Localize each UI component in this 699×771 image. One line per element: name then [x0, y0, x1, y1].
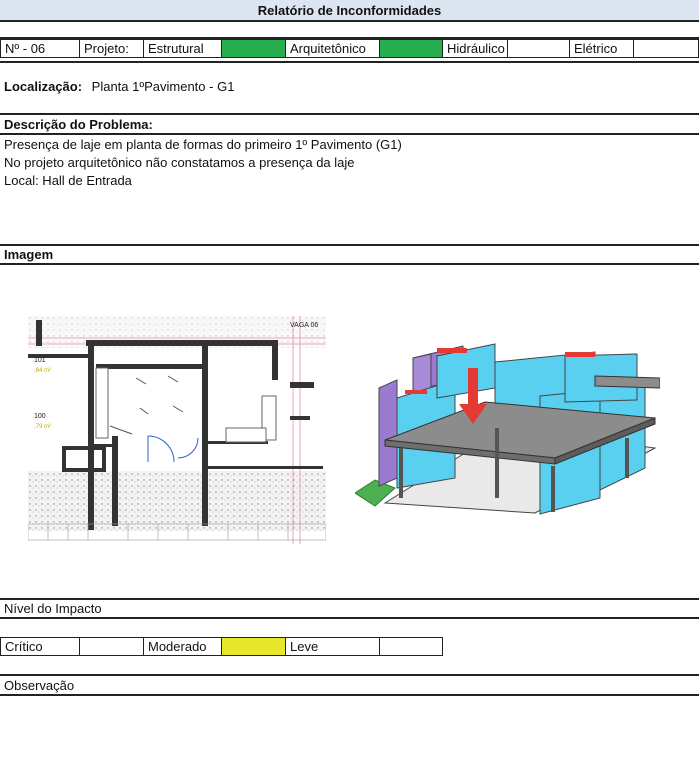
check-critico	[80, 637, 144, 656]
observation-heading: Observação	[4, 678, 75, 693]
check-estrutural	[222, 39, 286, 58]
description-line: Local: Hall de Entrada	[4, 173, 132, 188]
description-heading: Descrição do Problema:	[4, 117, 153, 132]
divider	[0, 113, 699, 115]
plan-label-room-101: 101	[34, 357, 46, 364]
discipline-eletrico: Elétrico	[570, 39, 634, 58]
plan-label-area-101: ,64 m²	[34, 368, 52, 374]
divider	[0, 617, 699, 619]
check-arquitetonico	[380, 39, 443, 58]
divider	[0, 598, 699, 600]
check-moderado	[222, 637, 286, 656]
discipline-estrutural: Estrutural	[144, 39, 222, 58]
divider	[0, 694, 699, 696]
discipline-arquitetonico: Arquitetônico	[286, 39, 380, 58]
divider	[0, 61, 699, 63]
3d-model-image	[355, 318, 660, 518]
impact-critico: Crítico	[0, 637, 80, 656]
divider	[0, 263, 699, 265]
info-row	[0, 39, 699, 58]
impact-row	[0, 637, 443, 656]
description-line: No projeto arquitetônico não constatamos a presença da laje	[4, 155, 355, 170]
impact-heading: Nível do Impacto	[4, 601, 102, 616]
location-value: Planta 1ºPavimento - G1	[91, 79, 235, 94]
report-number: Nº - 06	[0, 39, 80, 58]
impact-moderado: Moderado	[144, 637, 222, 656]
impact-leve: Leve	[286, 637, 380, 656]
report-title: Relatório de Inconformidades	[0, 0, 699, 22]
floor-plan-image	[28, 316, 326, 544]
location-label: Localização:	[4, 79, 83, 94]
plan-label-room-100: 100	[34, 413, 46, 420]
description-line: Presença de laje em planta de formas do primeiro 1º Pavimento (G1)	[4, 137, 402, 152]
check-leve	[380, 637, 443, 656]
divider	[0, 244, 699, 246]
plan-label-vaga: VAGA 06	[290, 322, 319, 329]
project-label: Projeto:	[80, 39, 144, 58]
location-row	[4, 79, 234, 94]
check-eletrico	[634, 39, 699, 58]
check-hidraulico	[508, 39, 570, 58]
divider	[0, 133, 699, 135]
discipline-hidraulico: Hidráulico	[443, 39, 508, 58]
image-heading: Imagem	[4, 247, 54, 262]
divider	[0, 674, 699, 676]
plan-label-area-100: ,79 m²	[34, 424, 52, 430]
